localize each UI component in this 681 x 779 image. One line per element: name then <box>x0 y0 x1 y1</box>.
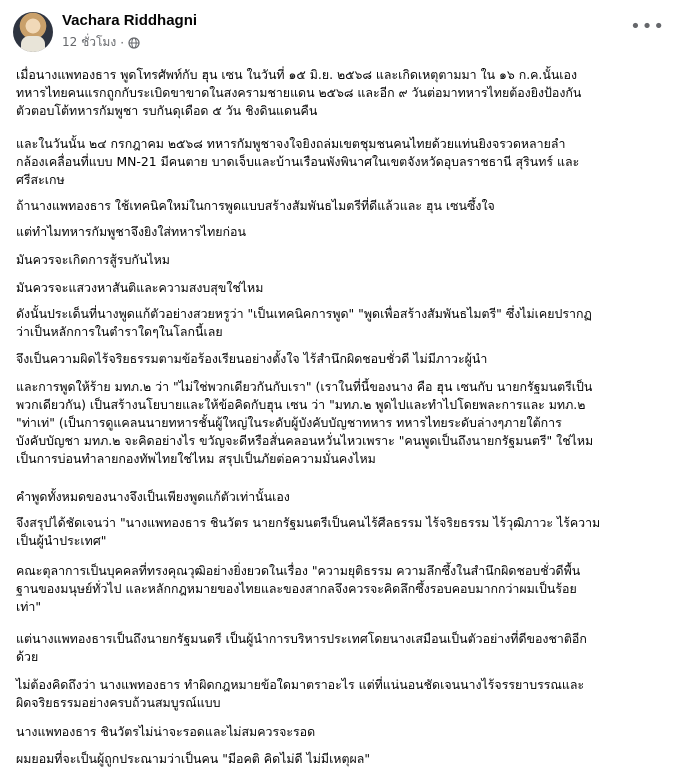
post-paragraph: คณะตุลาการเป็นบุคคลที่ทรงคุณวุฒิอย่างยิ่งยวดในเรื่อง "ความยุติธรรม ความลึกซึ้งในสำนึกผิดชอบชั่วดีพื้น ฐานของมนุษย์ทั่วไป และหลักกฎหมายของไทยและของสากลจึงควรจะคิดลึกซึ้งรอบคอบมากกว่าผมเป็นร้อย เท่า" <box>16 563 581 614</box>
post-paragraph: แต่นางแพทองธารเป็นถึงนายกรัฐมนตรี เป็นผู้นำการบริหารประเทศโดยนางเสมือนเป็นตัวอย่างที่ดีของชาติอีก ด้วย <box>16 631 587 664</box>
post-timestamp[interactable]: 12 ชั่วโมง <box>62 35 117 49</box>
post-paragraph: ผมยอมที่จะเป็นผู้ถูกประณามว่าเป็นคน "มีอคติ คิดไม่ดี ไม่มีเหตุผล" <box>16 751 371 766</box>
author-name[interactable]: Vachara Riddhagni <box>62 12 198 29</box>
post-paragraph: มันควรจะเกิดการสู้รบกันไหม <box>16 252 170 267</box>
post-paragraph: คำพูดทั้งหมดของนางจึงเป็นเพียงพูดแก้ตัวเท่านั้นเอง <box>16 489 290 504</box>
post-paragraph: ถ้านางแพทองธาร ใช้เทคนิคใหม่ในการพูดแบบสร้างสัมพันธไมตรีที่ดีแล้วและ ฮุน เซนซึ้งใจ <box>16 198 495 213</box>
post-paragraph: มันควรจะแสวงหาสันติและความสงบสุขใช่ไหม <box>16 280 264 295</box>
post-paragraph: และในวันนั้น ๒๔ กรกฎาคม ๒๕๖๘ ทหารกัมพูชาจงใจยิงถล่มเขตชุมชนคนไทยด้วยแท่นยิงจรวดหลายลำ กล้องเคลื่อนที่แบบ MN-21 มีคนตาย บาดเจ็บและบ้านเรือนพังพินาศในเขตจังหวัดอุบลราชธานี สุรินทร์ และ ศรีสะเกษ <box>16 136 580 187</box>
post-paragraph: ดังนั้นประเด็นที่นางพูดแก้ตัวอย่างสวยหรูว่า "เป็นเทคนิคการพูด" "พูดเพื่อสร้างสัมพันธไมตรี" ซึ่งไม่เคยปรากฏ ว่าเป็นหลักการในตำราใดๆในโลกนี้เลย <box>16 306 592 339</box>
post-paragraph: เมื่อนางแพทองธาร พูดโทรศัพท์กับ ฮุน เซน ในวันที่ ๑๕ มิ.ย. ๒๕๖๘ และเกิดเหตุตามมา ใน ๑๖ ก.ค.นั้นเอง ทหารไทยคนแรกถูกกับระเบิดขาขาดในสงครามชายแดน ๒๕๖๘ และอีก ๙ วันต่อมาทหารไทยต้องยิงป้องกัน ตัวตอบโต้ทหารกัมพูชา รบกันดุเดือด ๕ วัน ชิงดินแดนคืน <box>16 67 582 118</box>
post-paragraph: จึงสรุปได้ชัดเจนว่า "นางแพทองธาร ชินวัตร นายกรัฐมนตรีเป็นคนไร้ศีลธรรม ไร้จริยธรรม ไร้วุฒิภาวะ ไร้ความ เป็นผู้นำประเทศ" <box>16 515 601 548</box>
post-header <box>0 0 681 58</box>
post-paragraph: แต่ทำไมทหารกัมพูชาจึงยิงใส่ทหารไทยก่อน <box>16 224 246 239</box>
post-paragraph: ไม่ต้องคิดถึงว่า นางแพทองธาร ทำผิดกฎหมายข้อใดมาตราอะไร แต่ที่แน่นอนชัดเจนนางไร้จรรยาบรรณและ ผิดจริยธรรมอย่างครบถ้วนสมบูรณ์แบบ <box>16 677 585 710</box>
meta-separator: · <box>120 35 125 50</box>
post-meta <box>62 33 140 52</box>
globe-icon[interactable] <box>128 37 140 49</box>
post-paragraph: นางแพทองธาร ชินวัตรไม่น่าจะรอดและไม่สมควรจะรอด <box>16 724 316 739</box>
post-paragraph: จึงเป็นความผิดไร้จริยธรรมตามข้อร้องเรียนอย่างตั้งใจ ไร้สำนึกผิดชอบชั่วดี ไม่มีภาวะผู้นำ <box>16 351 488 366</box>
post-paragraph: และการพูดให้ร้าย มทภ.๒ ว่า "ไม่ใช่พวกเดียวกันกับเรา" (เราในที่นี้ของนาง คือ ฮุน เซนกับ นายกรัฐมนตรีเป็น พวกเดียวกัน) เป็นสร้างนโยบายและให้ข้อคิดกับฮุน เซน ว่า "มทภ.๒ พูดไปและทำไปโดยพละการและ มทภ.๒ "ท่าเท่" (เป็นการดูแคลนนายทหารชั้นผู้ใหญ่ในระดับผู้บังคับบัญชาทหาร ทหารไทยระดับล่างๆภายใต้การ บังคับบัญชา มทภ.๒ จะคิดอย่างไร ขวัญจะดีหรือสั่นคลอนหวั่นไหวเพราะ "คนพูดเป็นถึงนายกรัฐมนตรี" ใช่ไหม เป็นการบ่อนทำลายกองทัพไทยใช่ไหม สรุปเป็นภัยต่อความมั่นคงไหม <box>16 379 594 466</box>
author-avatar[interactable] <box>13 12 53 52</box>
more-options-icon[interactable]: ••• <box>630 16 665 37</box>
